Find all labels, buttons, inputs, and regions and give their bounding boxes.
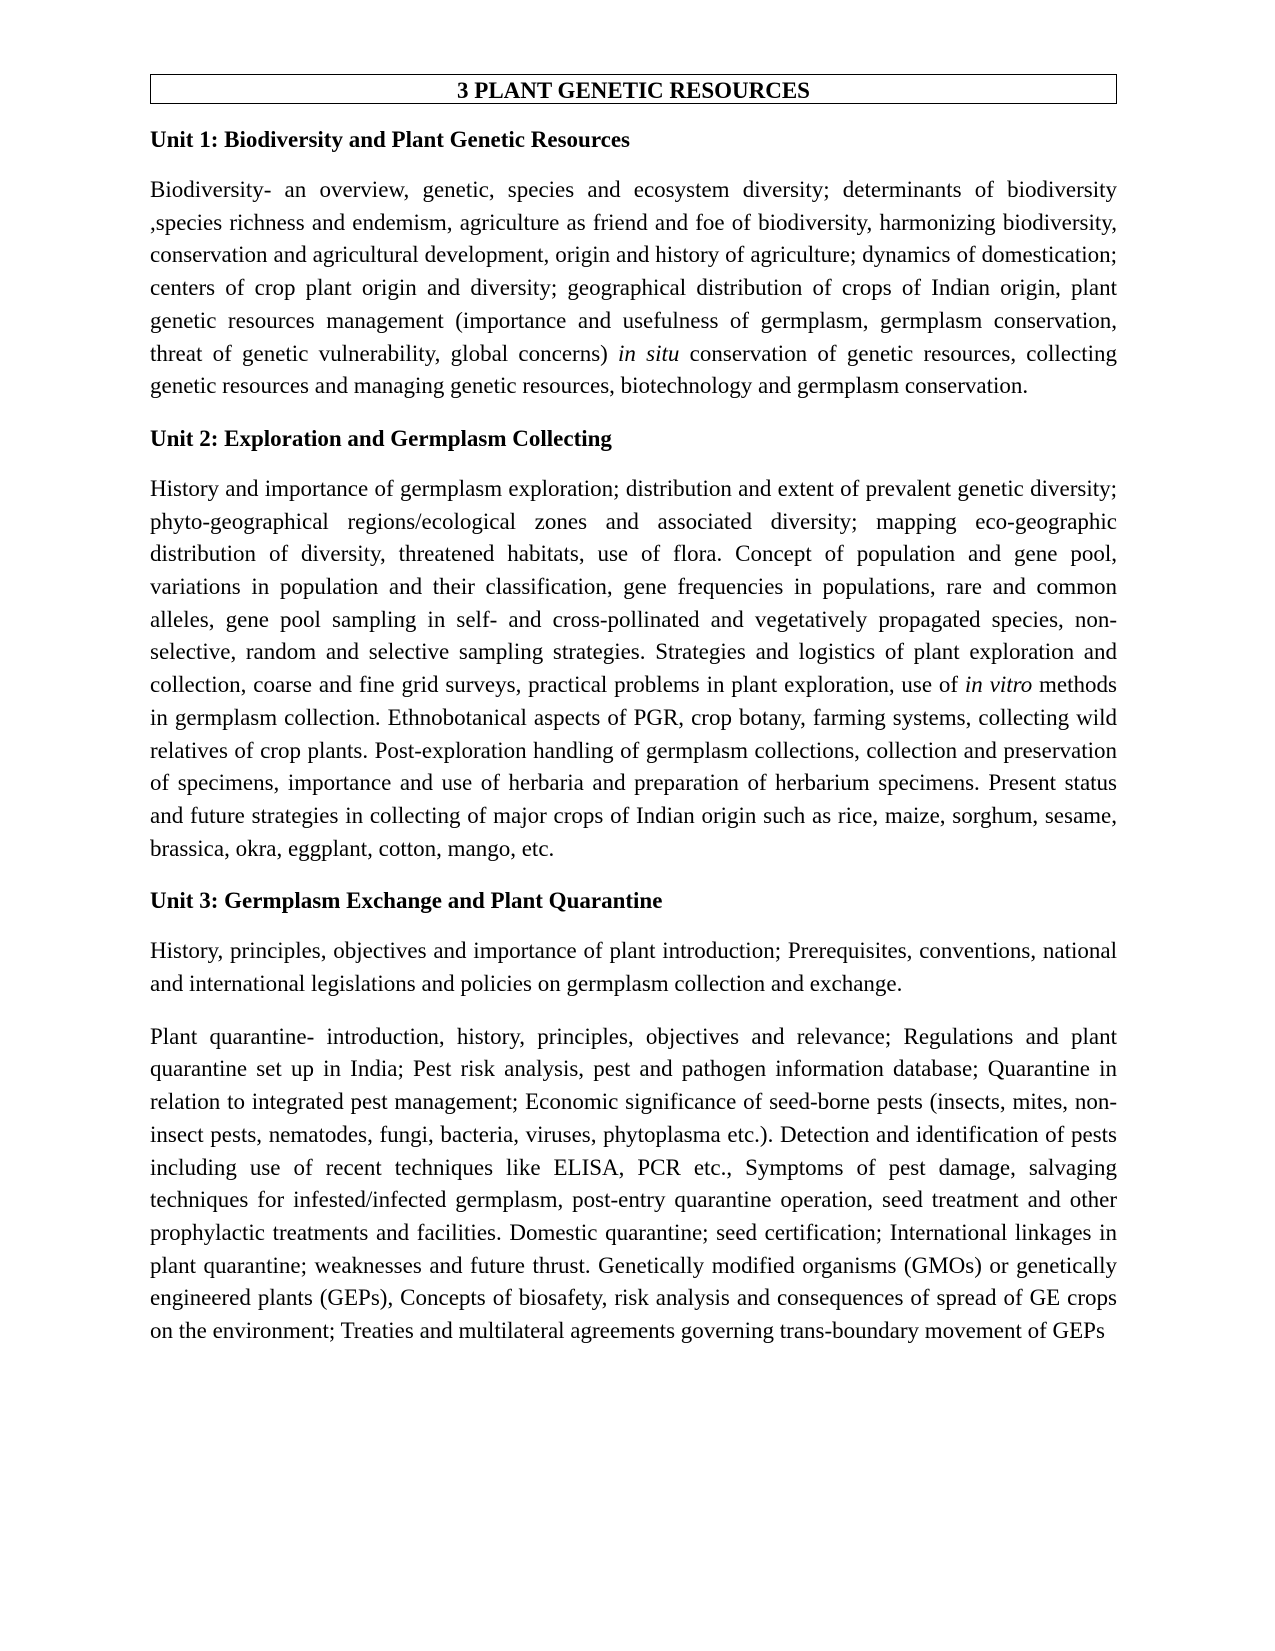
unit-1-heading: Unit 1: Biodiversity and Plant Genetic Resources (150, 127, 630, 152)
unit-2-italic-term: in vitro (964, 672, 1033, 698)
unit-3-paragraph-2: Plant quarantine- introduction, history, principles, objectives and relevance; Regulations and plant quarantine set up in India; Pest risk analysis, pest and pathogen information database; Quarantine in relation to integrated pest management; Economic significance of seed-borne pests (insects, mites, non-insect pests, nematodes, fungi, bacteria, viruses, phytoplasma etc.). Detection and identification of pests including use of recent techniques like ELISA, PCR etc., Symptoms of pest damage, salvaging techniques for infested/infected germplasm, post-entry quarantine operation, seed treatment and other prophylactic treatments and facilities. Domestic quarantine; seed certification; International linkages in plant quarantine; weaknesses and future thrust. Genetically modified organisms (GMOs) or genetically engineered plants (GEPs), Concepts of biosafety, risk analysis and consequences of spread of GE crops on the environment; Treaties and multilateral agreements governing trans-boundary movement of GEPs (150, 1023, 1117, 1344)
unit-1-text-b: conservation of genetic resources, collecting genetic resources and managing genetic resources, biotechnology and germplasm conservation. (150, 340, 1117, 399)
unit-2-text-a: History and importance of germplasm exploration; distribution and extent of prevalent genetic diversity; phyto-geographical regions/ecological zones and associated diversity; mapping eco-geographic distribution of diversity, threatened habitats, use of flora. Concept of population and gene pool, variations in population and their classification, gene frequencies in populations, rare and common alleles, gene pool sampling in self- and cross-pollinated and vegetatively propagated species, non-selective, random and selective sampling strategies. Strategies and logistics of plant exploration and collection, coarse and fine grid surveys, practical problems in plant exploration, use of (150, 475, 1117, 698)
unit-2-text-b: methods in germplasm collection. Ethnobotanical aspects of PGR, crop botany, farming systems, collecting wild relatives of crop plants. Post-exploration handling of germplasm collections, collection and preservation of specimens, importance and use of herbaria and preparation of herbarium specimens. Present status and future strategies in collecting of major crops of Indian origin such as rice, maize, sorghum, sesame, brassica, okra, eggplant, cotton, mango, etc. (150, 672, 1117, 861)
unit-1-paragraph (150, 174, 1117, 403)
unit-2-heading: Unit 2: Exploration and Germplasm Collecting (150, 425, 612, 451)
unit-1-text-a: Biodiversity- an overview, genetic, species and ecosystem diversity; determinants of biodiversity ,species richness and endemism, agriculture as friend and foe of biodiversity, harmonizing biodiversity, conservation and agricultural development, origin and history of agriculture; dynamics of domestication; centers of crop plant origin and diversity; geographical distribution of crops of Indian origin, plant genetic resources management (importance and usefulness of germplasm, germplasm conservation, threat of genetic vulnerability, global concerns) (150, 177, 1117, 366)
page-title: 3 PLANT GENETIC RESOURCES (150, 74, 1117, 104)
unit-3-heading: Unit 3: Germplasm Exchange and Plant Quarantine (150, 888, 663, 914)
unit-2-paragraph (150, 473, 1117, 865)
unit-1-italic-term: in situ (618, 340, 680, 366)
document-page (150, 74, 1117, 1348)
unit-3-paragraph-1: History, principles, objectives and importance of plant introduction; Prerequisites, conventions, national and international legislations and policies on germplasm collection and exchange. (150, 938, 1117, 997)
